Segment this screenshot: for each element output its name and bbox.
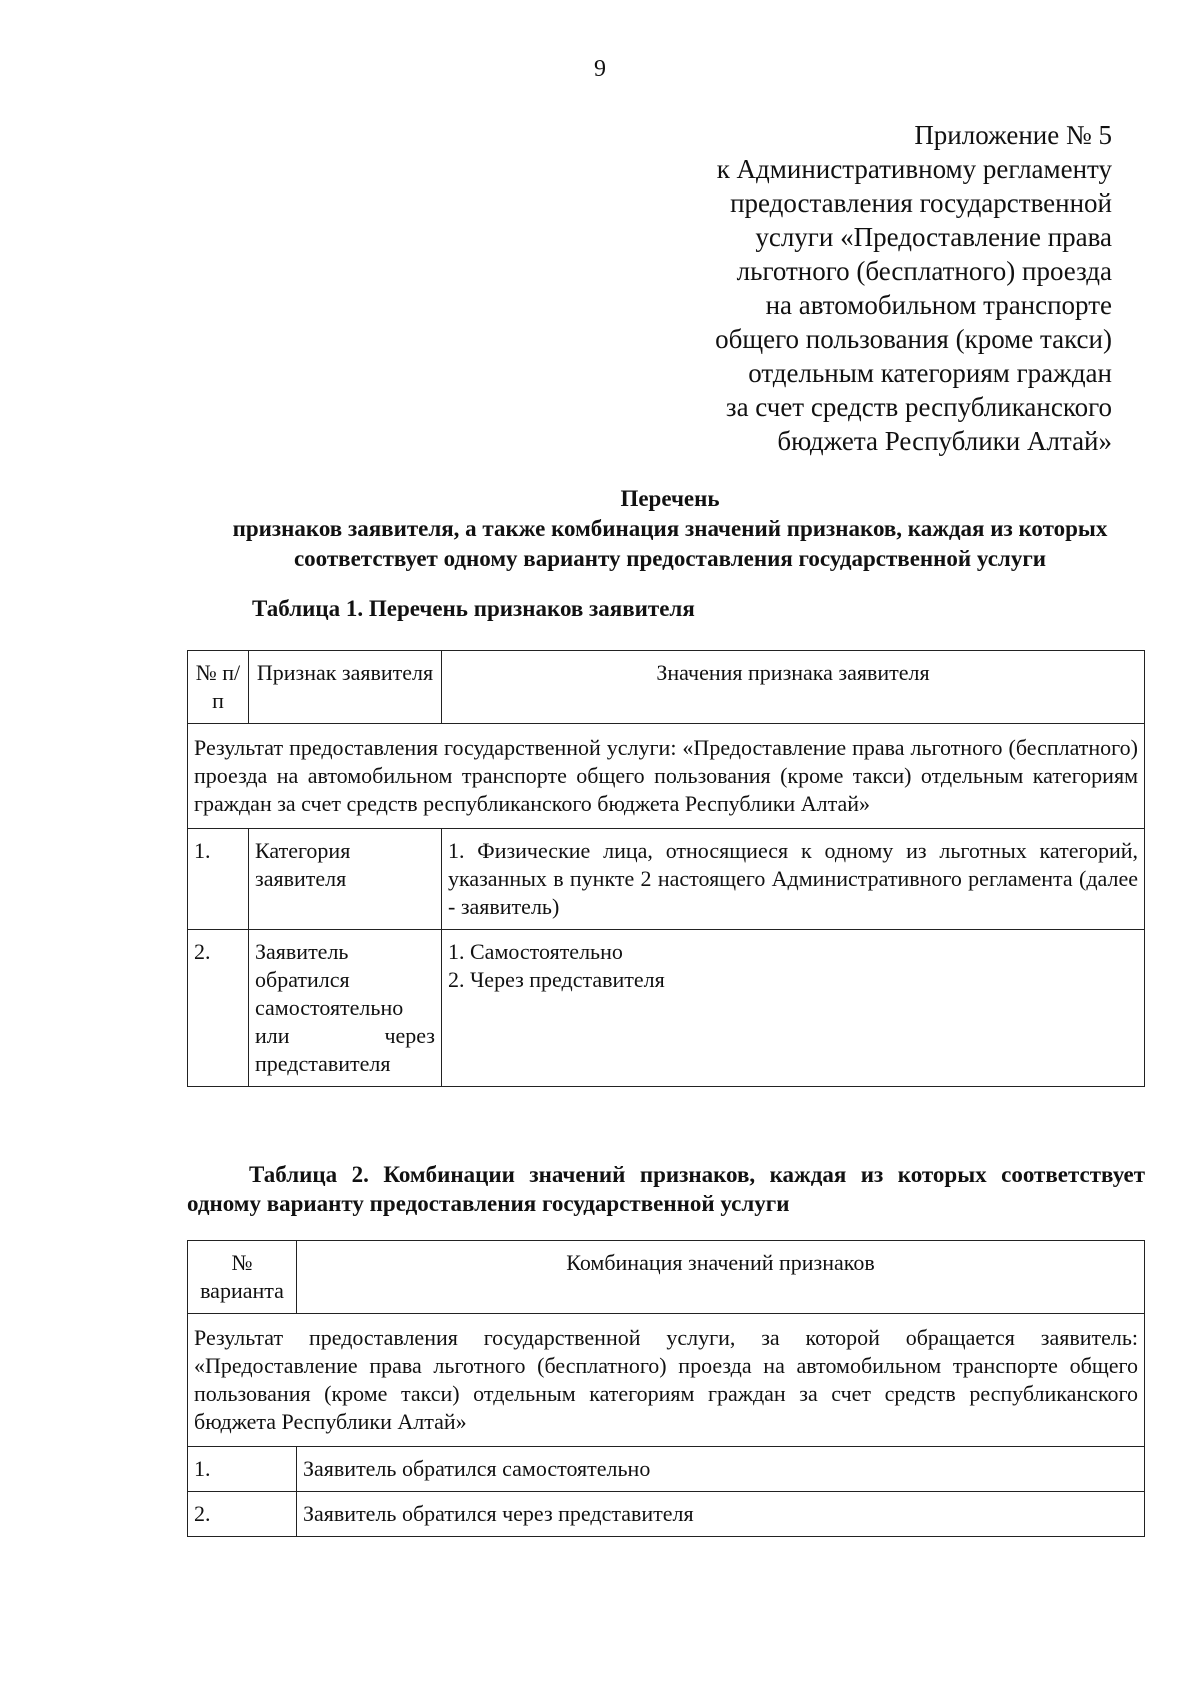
header-combination: Комбинация значений признаков xyxy=(297,1241,1145,1314)
table1-caption: Таблица 1. Перечень признаков заявителя xyxy=(252,596,695,621)
appendix-line: за счет средств республиканского xyxy=(725,392,1112,422)
table-result-row xyxy=(188,724,1145,829)
header-variant-number: № варианта xyxy=(188,1241,297,1314)
table-row xyxy=(188,1447,1145,1492)
row-attribute: Категория заявителя xyxy=(249,829,442,930)
row-values xyxy=(442,829,1145,930)
heading-subtitle-line: соответствует одному варианту предоставления государственной услуги xyxy=(293,546,1047,571)
row-combination: Заявитель обратился самостоятельно xyxy=(297,1447,1145,1492)
appendix-line: бюджета Республики Алтай» xyxy=(777,426,1112,456)
heading-title: Перечень xyxy=(620,486,720,511)
row-number: 1. xyxy=(188,829,249,930)
table-row xyxy=(188,829,1145,930)
table-header-row xyxy=(188,1241,1145,1314)
document-heading xyxy=(190,484,1150,574)
row-value: 1. Самостоятельно xyxy=(448,939,623,964)
result-text: Результат предоставления государственной услуги, за которой обращается заявитель: «Предоставление права льготного (бесплатного) проезда на автомобильном транспорте общего пользования (кроме такси) отдельным категориям граждан за счет средств республиканского бюджета Республики Алтай» xyxy=(188,1314,1145,1447)
header-number: № п/п xyxy=(188,651,249,724)
table-attribute-combinations xyxy=(187,1240,1145,1537)
heading-subtitle-line: признаков заявителя, а также комбинация значений признаков, каждая из которых xyxy=(232,516,1108,541)
table-row xyxy=(188,1492,1145,1537)
row-number: 2. xyxy=(188,1492,297,1537)
appendix-reference xyxy=(652,118,1112,458)
row-combination: Заявитель обратился через представителя xyxy=(297,1492,1145,1537)
appendix-line: услуги «Предоставление права xyxy=(755,222,1112,252)
appendix-line: на автомобильном транспорте xyxy=(765,290,1112,320)
header-values: Значения признака заявителя xyxy=(442,651,1145,724)
appendix-line: общего пользования (кроме такси) xyxy=(715,324,1112,354)
appendix-line: Приложение № 5 xyxy=(914,120,1112,150)
table-applicant-attributes xyxy=(187,650,1145,1087)
result-text: Результат предоставления государственной услуги: «Предоставление права льготного (бесплатного) проезда на автомобильном транспорте общего пользования (кроме такси) отдельным категориям граждан за счет средств республиканского бюджета Республики Алтай» xyxy=(188,724,1145,829)
row-values xyxy=(442,930,1145,1087)
table2-caption: Таблица 2. Комбинации значений признаков, каждая из которых соответствует одному варианту предоставления государственной услуги xyxy=(187,1162,1145,1216)
page-number: 9 xyxy=(594,56,606,82)
table-result-row xyxy=(188,1314,1145,1447)
row-attribute: Заявитель обратился самостоятельно или через представителя xyxy=(249,930,442,1087)
table-row xyxy=(188,930,1145,1087)
appendix-line: льготного (бесплатного) проезда xyxy=(736,256,1112,286)
appendix-line: предоставления государственной xyxy=(730,188,1112,218)
row-value: 1. Физические лица, относящиеся к одному из льготных категорий, указанных в пункте 2 настоящего Административного регламента (далее - заявитель) xyxy=(448,838,1138,919)
row-value: 2. Через представителя xyxy=(448,967,665,992)
row-number: 1. xyxy=(188,1447,297,1492)
table-header-row xyxy=(188,651,1145,724)
header-attribute: Признак заявителя xyxy=(249,651,442,724)
row-number: 2. xyxy=(188,930,249,1087)
appendix-line: отдельным категориям граждан xyxy=(748,358,1112,388)
appendix-line: к Административному регламенту xyxy=(716,154,1112,184)
